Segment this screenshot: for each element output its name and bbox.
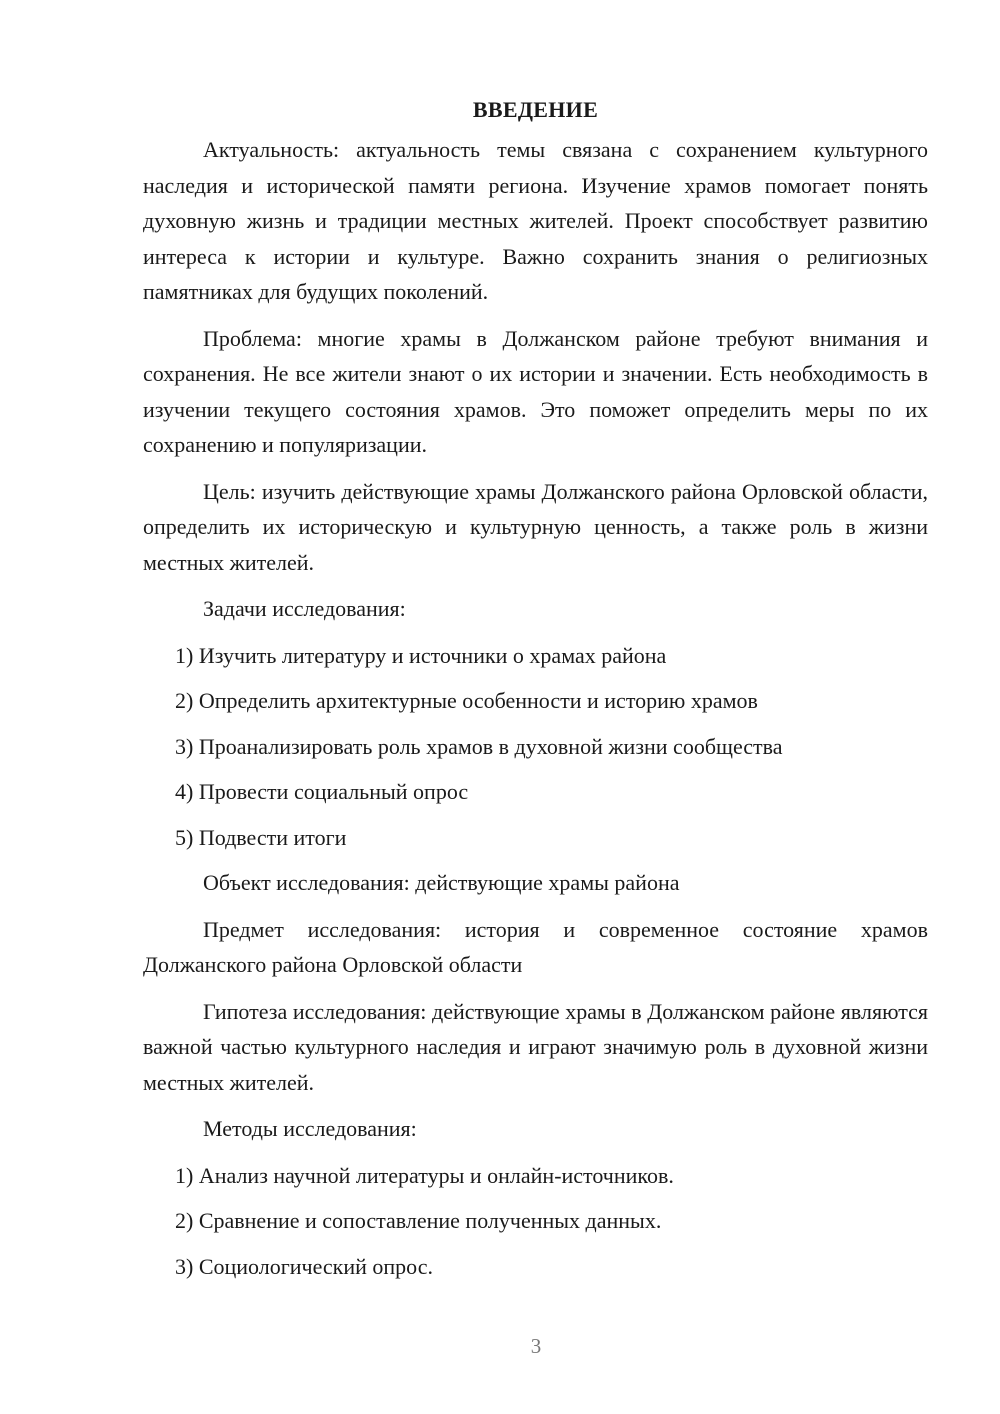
list-item: 1) Изучить литературу и источники о храмах района — [175, 642, 667, 668]
list-item: 2) Определить архитектурные особенности и историю храмов — [175, 688, 758, 713]
list-item: 4) Провести социальный опрос — [175, 779, 469, 804]
page-title: ВВЕДЕНИЕ — [472, 97, 599, 122]
relevance-paragraph: Актуальность: актуальность темы связана с сохранением культурного наследия и исторической памяти региона. Изучение храмов помогает понять духовную жизнь и традиции местных жителей. Проект способствует развитию интереса к истории и культуре. Важно сохранить знания о религиозных памятниках для будущих поколений. — [143, 137, 928, 304]
tasks-list — [143, 638, 928, 856]
object-paragraph: Объект исследования: действующие храмы района — [203, 870, 680, 895]
goal-paragraph: Цель: изучить действующие храмы Должанского района Орловской области, определить их историческую и культурную ценность, а также роль в жизни местных жителей. — [143, 478, 928, 575]
page-number: 3 — [530, 1334, 542, 1358]
problem-paragraph: Проблема: многие храмы в Должанском районе требуют внимания и сохранения. Не все жители знают о их истории и значении. Есть необходимость в изучении текущего состояния храмов. Это поможет определить меры по их сохранению и популяризации. — [143, 325, 928, 457]
methods-heading: Методы исследования: — [203, 1116, 417, 1141]
subject-paragraph: Предмет исследования: история и современное состояние храмов Должанского района Орловской области — [143, 916, 928, 977]
methods-list — [143, 1158, 928, 1285]
list-item: 3) Проанализировать роль храмов в духовной жизни сообщества — [175, 733, 783, 759]
list-item: 3) Социологический опрос. — [175, 1253, 433, 1279]
tasks-heading: Задачи исследования: — [203, 596, 406, 621]
list-item: 2) Сравнение и сопоставление полученных данных. — [175, 1208, 662, 1233]
list-item: 5) Подвести итоги — [175, 824, 347, 850]
page-content — [143, 92, 928, 1294]
list-item: 1) Анализ научной литературы и онлайн-источников. — [175, 1162, 674, 1188]
hypothesis-paragraph: Гипотеза исследования: действующие храмы в Должанском районе являются важной частью культурного наследия и играют значимую роль в духовной жизни местных жителей. — [143, 998, 928, 1095]
